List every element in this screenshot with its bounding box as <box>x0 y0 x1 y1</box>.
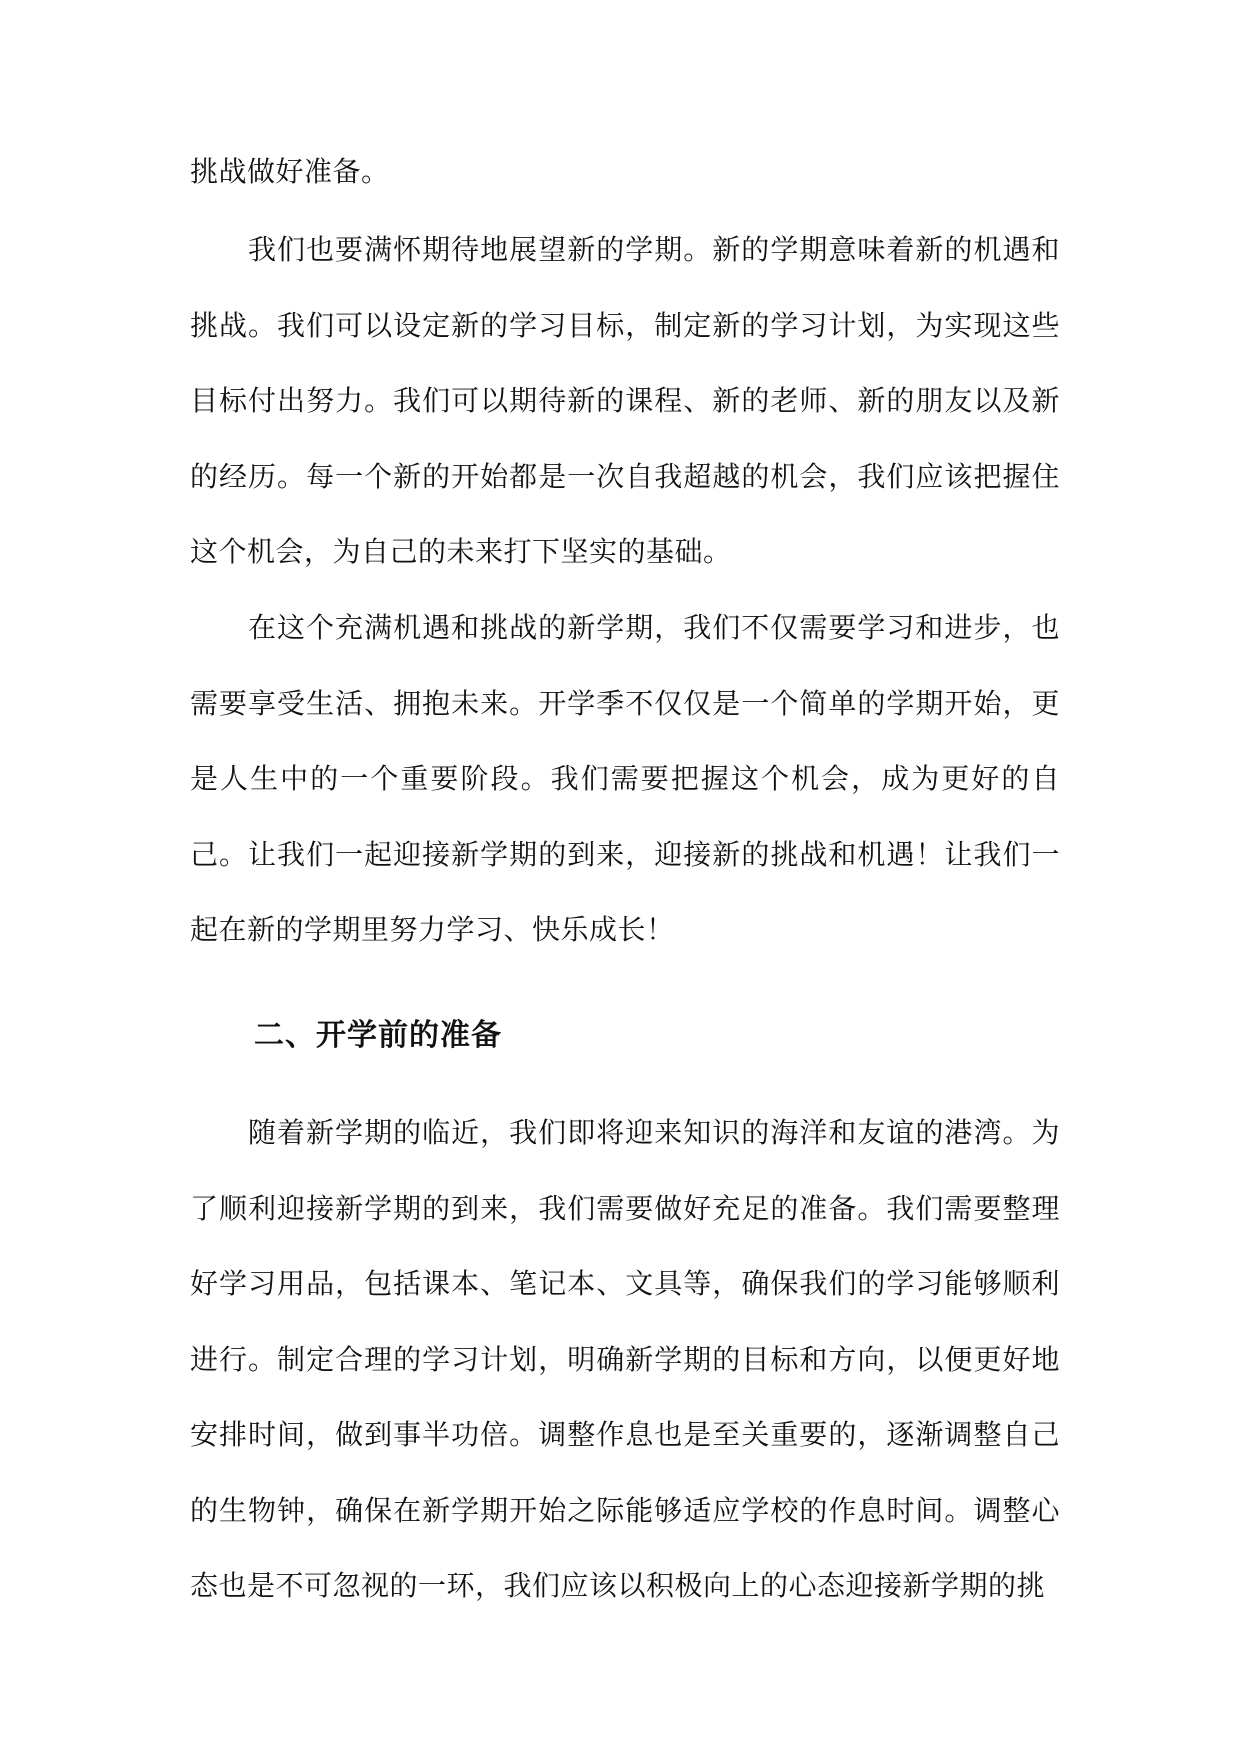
paragraph-new-semester: 在这个充满机遇和挑战的新学期，我们不仅需要学习和进步，也需要享受生活、拥抱未来。开学季不仅仅是一个简单的学期开始，更是人生中的一个重要阶段。我们需要把握这个机会，成为更好的自己。让我们一起迎接新学期的到来，迎接新的挑战和机遇！让我们一起在新的学期里努力学习、快乐成长！ <box>190 611 1060 946</box>
paragraph-preparation: 随着新学期的临近，我们即将迎来知识的海洋和友谊的港湾。为了顺利迎接新学期的到来，我们需要做好充足的准备。我们需要整理好学习用品，包括课本、笔记本、文具等，确保我们的学习能够顺利进行。制定合理的学习计划，明确新学期的目标和方向，以便更好地安排时间，做到事半功倍。调整作息也是至关重要的，逐渐调整自己的生物钟，确保在新学期开始之际能够适应学校的作息时间。调整心态也是不可忽视的一环，我们应该以积极向上的心态迎接新学期的挑 <box>190 1116 1060 1602</box>
section-heading: 二、开学前的准备 <box>254 1018 502 1053</box>
paragraph-look-forward: 我们也要满怀期待地展望新的学期。新的学期意味着新的机遇和挑战。我们可以设定新的学习目标，制定新的学习计划，为实现这些目标付出努力。我们可以期待新的课程、新的老师、新的朋友以及新的经历。每一个新的开始都是一次自我超越的机会，我们应该把握住这个机会，为自己的未来打下坚实的基础。 <box>190 233 1060 568</box>
continuation-paragraph: 挑战做好准备。 <box>190 155 390 188</box>
